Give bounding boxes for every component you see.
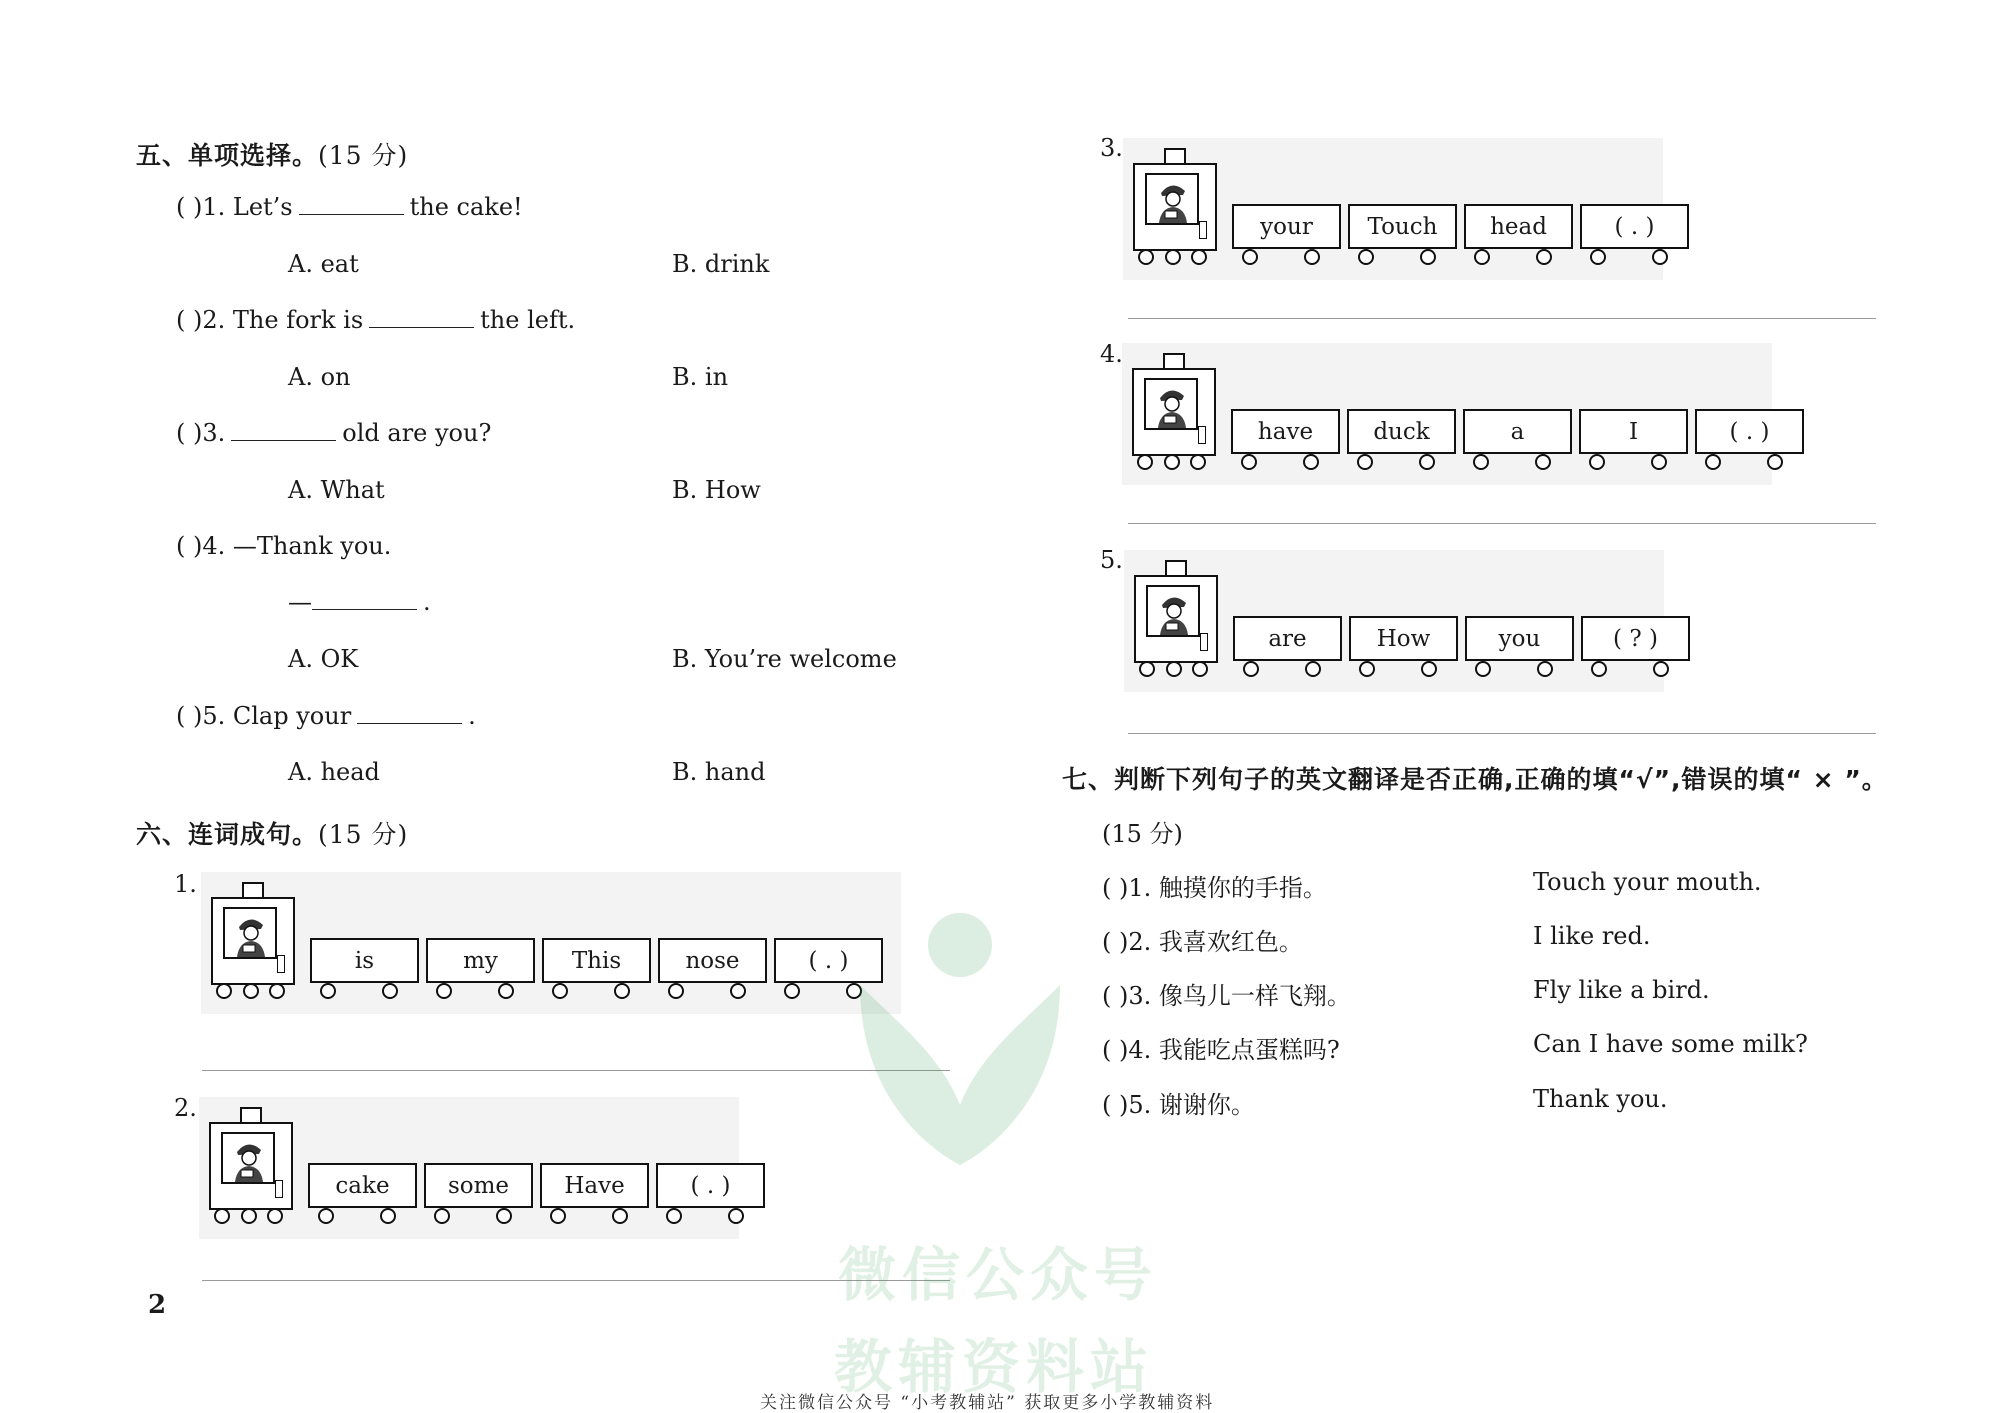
wheel-icon (1590, 249, 1606, 265)
option-b[interactable]: B. drink (672, 250, 770, 278)
wheel-icon (1139, 661, 1155, 677)
option-a[interactable]: A. OK (288, 645, 359, 673)
wheel-icon (216, 983, 232, 999)
answer-paren[interactable]: ( ) (176, 419, 203, 447)
option-a[interactable]: A. What (288, 476, 385, 504)
question-3 (176, 419, 491, 447)
wheel-icon (269, 983, 285, 999)
word-car: duck (1347, 409, 1456, 454)
wheel-icon (1138, 249, 1154, 265)
wheel-icon (668, 983, 684, 999)
option-b[interactable]: B. You’re welcome (672, 645, 897, 673)
wheel-icon (1420, 249, 1436, 265)
wheel-icon (1243, 661, 1259, 677)
word-car: Have (540, 1163, 649, 1208)
word-car: I (1579, 409, 1688, 454)
question-text-end: . (468, 702, 476, 730)
section-5-title: 五、单项选择。 (136, 141, 319, 170)
wheel-icon (380, 1208, 396, 1224)
wheel-icon (1191, 249, 1207, 265)
question-2 (176, 306, 575, 334)
word-car: cake (308, 1163, 417, 1208)
watermark-logo-icon (840, 905, 1080, 1175)
wheel-icon (1474, 249, 1490, 265)
answer-paren[interactable]: ( ) (1102, 928, 1129, 956)
chinese-sentence: 4. 我能吃点蛋糕吗? (1128, 1036, 1340, 1064)
watermark-text-2: 教辅资料站 (834, 1333, 1155, 1401)
wheel-icon (1536, 249, 1552, 265)
wheel-icon (1589, 454, 1605, 470)
driver-icon (223, 1134, 273, 1182)
section-7-title: 七、判断下列句子的英文翻译是否正确,正确的填“√”,错误的填“ × ”。 (1062, 765, 1888, 794)
english-translation: I like red. (1533, 922, 1651, 950)
wheel-icon (318, 1208, 334, 1224)
wheel-icon (1192, 661, 1208, 677)
wheel-icon (1357, 454, 1373, 470)
wheel-icon (1242, 249, 1258, 265)
answer-paren[interactable]: ( ) (1102, 1036, 1129, 1064)
word-car: some (424, 1163, 533, 1208)
judge-item (1102, 1085, 1255, 1120)
word-car: ( . ) (656, 1163, 765, 1208)
question-text: 2. The fork is (202, 306, 364, 334)
word-car: my (426, 938, 535, 983)
wheel-icon (241, 1208, 257, 1224)
wheel-icon (214, 1208, 230, 1224)
wheel-icon (1303, 454, 1319, 470)
wheel-icon (1241, 454, 1257, 470)
page-number: 2 (148, 1290, 167, 1320)
chinese-sentence: 1. 触摸你的手指。 (1128, 874, 1327, 902)
question-1 (176, 193, 523, 221)
chinese-sentence: 5. 谢谢你。 (1128, 1091, 1255, 1119)
wheel-icon (1137, 454, 1153, 470)
wheel-icon (1651, 454, 1667, 470)
section-6-heading (136, 815, 408, 851)
section-5-heading (136, 136, 408, 172)
word-car: ( . ) (1695, 409, 1804, 454)
word-car: is (310, 938, 419, 983)
judge-item (1102, 868, 1327, 903)
wheel-icon (1419, 454, 1435, 470)
chinese-sentence: 3. 像鸟儿一样飞翔。 (1128, 982, 1351, 1010)
wheel-icon (728, 1208, 744, 1224)
driver-window-icon (1145, 173, 1199, 225)
answer-paren[interactable]: ( ) (1102, 1091, 1129, 1119)
locomotive-icon (209, 1122, 293, 1210)
door-icon (1198, 426, 1206, 444)
door-icon (277, 955, 285, 973)
driver-window-icon (1144, 378, 1198, 430)
answer-paren[interactable]: ( ) (176, 702, 203, 730)
word-car: How (1349, 616, 1458, 661)
wheel-icon (1359, 661, 1375, 677)
wheel-icon (1475, 661, 1491, 677)
wheel-icon (1537, 661, 1553, 677)
word-car: have (1231, 409, 1340, 454)
answer-paren[interactable]: ( ) (1102, 982, 1129, 1010)
wheel-icon (382, 983, 398, 999)
question-text-end: the cake! (409, 193, 523, 221)
answer-line[interactable] (1128, 318, 1876, 319)
fill-blank[interactable] (357, 705, 462, 724)
wheel-icon (1767, 454, 1783, 470)
chinese-sentence: 2. 我喜欢红色。 (1128, 928, 1303, 956)
judge-item (1102, 976, 1351, 1011)
wheel-icon (1190, 454, 1206, 470)
english-translation: Fly like a bird. (1533, 976, 1710, 1004)
question-text-end: the left. (480, 306, 576, 334)
train-number: 1. (174, 870, 197, 898)
word-car: ( . ) (774, 938, 883, 983)
wheel-icon (436, 983, 452, 999)
driver-window-icon (223, 907, 277, 959)
train-number: 4. (1100, 340, 1123, 368)
wheel-icon (614, 983, 630, 999)
train-number: 5. (1100, 546, 1123, 574)
wheel-icon (784, 983, 800, 999)
fill-blank[interactable] (231, 422, 336, 441)
question-4 (176, 532, 391, 560)
footer-note: 关注微信公众号 “小考教辅站” 获取更多小学教辅资料 (760, 1393, 1215, 1413)
answer-paren[interactable]: ( ) (176, 532, 203, 560)
english-translation: Touch your mouth. (1533, 868, 1762, 896)
wheel-icon (1304, 249, 1320, 265)
wheel-icon (1165, 249, 1181, 265)
driver-icon (225, 909, 275, 957)
wheel-icon (730, 983, 746, 999)
door-icon (1200, 633, 1208, 651)
wheel-icon (1358, 249, 1374, 265)
word-car: This (542, 938, 651, 983)
wheel-icon (1164, 454, 1180, 470)
answer-line[interactable] (1128, 733, 1876, 734)
option-b[interactable]: B. in (672, 363, 729, 391)
question-text: 1. Let’s (202, 193, 293, 221)
driver-icon (1147, 175, 1197, 223)
wheel-icon (1591, 661, 1607, 677)
locomotive-icon (1133, 163, 1217, 251)
wheel-icon (1535, 454, 1551, 470)
locomotive-icon (211, 897, 295, 985)
option-a[interactable]: A. on (288, 363, 351, 391)
driver-icon (1148, 587, 1198, 635)
locomotive-icon (1132, 368, 1216, 456)
wheel-icon (552, 983, 568, 999)
word-car: your (1232, 204, 1341, 249)
wheel-icon (1305, 661, 1321, 677)
wheel-icon (243, 983, 259, 999)
section-6-title: 六、连词成句。 (136, 820, 319, 849)
wheel-icon (267, 1208, 283, 1224)
question-4-reply (288, 588, 431, 616)
question-text-end: old are you? (342, 419, 492, 447)
answer-paren[interactable]: ( ) (176, 193, 203, 221)
train-number: 3. (1100, 134, 1123, 162)
option-a[interactable]: A. head (288, 758, 380, 786)
driver-window-icon (1146, 585, 1200, 637)
wheel-icon (666, 1208, 682, 1224)
wheel-icon (434, 1208, 450, 1224)
wheel-icon (1653, 661, 1669, 677)
judge-item (1102, 922, 1303, 957)
section-5-points: (15 分) (318, 141, 409, 170)
wheel-icon (320, 983, 336, 999)
wheel-icon (612, 1208, 628, 1224)
english-translation: Thank you. (1533, 1085, 1668, 1113)
word-car: a (1463, 409, 1572, 454)
wheel-icon (1652, 249, 1668, 265)
question-text: 5. Clap your (202, 702, 352, 730)
wheel-icon (496, 1208, 512, 1224)
fill-blank[interactable] (299, 196, 404, 215)
driver-window-icon (221, 1132, 275, 1184)
word-car: ( ? ) (1581, 616, 1690, 661)
option-a[interactable]: A. eat (288, 250, 359, 278)
question-text: 3. (202, 419, 226, 447)
dash: — (288, 588, 312, 616)
answer-paren[interactable]: ( ) (1102, 874, 1129, 902)
word-car: nose (658, 938, 767, 983)
door-icon (1199, 221, 1207, 239)
section-6-points: (15 分) (318, 820, 409, 849)
word-car: ( . ) (1580, 204, 1689, 249)
option-b[interactable]: B. hand (672, 758, 766, 786)
watermark-text-1: 微信公众号 (838, 1241, 1159, 1309)
option-b[interactable]: B. How (672, 476, 761, 504)
question-text: 4. —Thank you. (202, 532, 392, 560)
question-text-end: . (423, 588, 431, 616)
section-7-points: (15 分) (1102, 820, 1183, 848)
word-car: Touch (1348, 204, 1457, 249)
word-car: head (1464, 204, 1573, 249)
train-number: 2. (174, 1094, 197, 1122)
wheel-icon (498, 983, 514, 999)
question-5 (176, 702, 476, 730)
fill-blank[interactable] (369, 309, 474, 328)
wheel-icon (1705, 454, 1721, 470)
english-translation: Can I have some milk? (1533, 1030, 1808, 1058)
wheel-icon (550, 1208, 566, 1224)
wheel-icon (1166, 661, 1182, 677)
answer-paren[interactable]: ( ) (176, 306, 203, 334)
fill-blank[interactable] (312, 591, 417, 610)
wheel-icon (1421, 661, 1437, 677)
answer-line[interactable] (1128, 523, 1876, 524)
word-car: you (1465, 616, 1574, 661)
wheel-icon (1473, 454, 1489, 470)
driver-icon (1146, 380, 1196, 428)
locomotive-icon (1134, 575, 1218, 663)
answer-line[interactable] (202, 1070, 950, 1071)
door-icon (275, 1180, 283, 1198)
word-car: are (1233, 616, 1342, 661)
judge-item (1102, 1030, 1340, 1065)
